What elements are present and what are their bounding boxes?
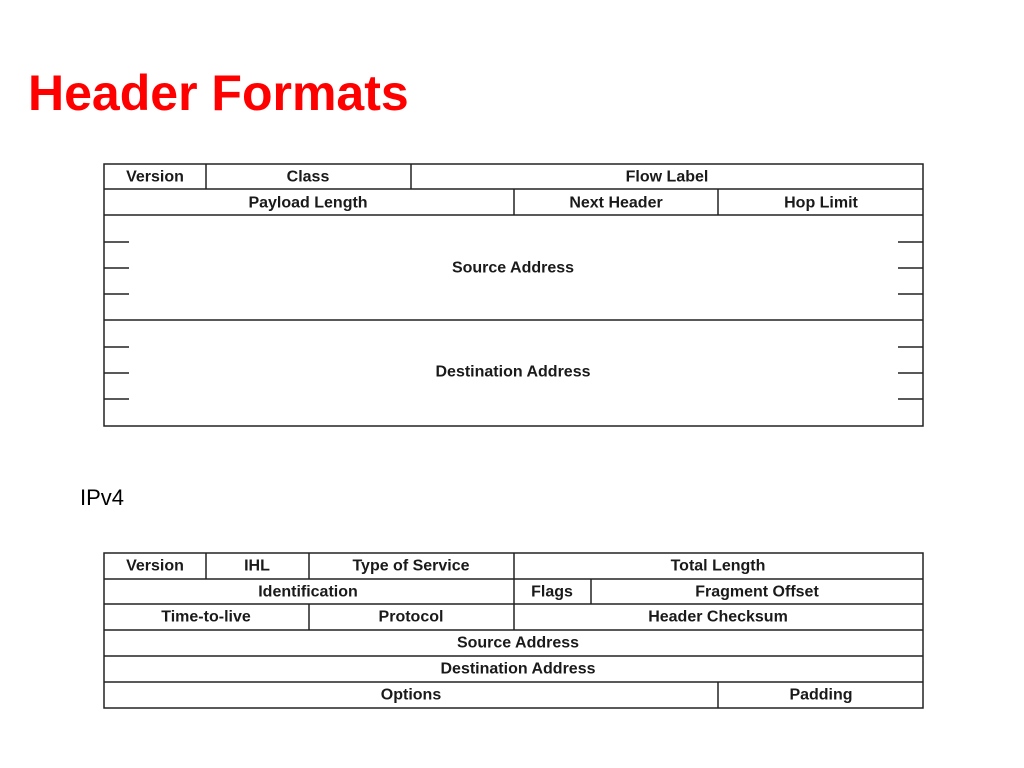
ipv6-hop-limit-field: Hop Limit (784, 194, 858, 212)
ipv4-header-checksum-field: Header Checksum (648, 608, 788, 626)
ipv4-fragment-offset-field: Fragment Offset (695, 583, 819, 601)
ipv4-options-field: Options (380, 686, 442, 704)
page-title: Header Formats (28, 65, 409, 121)
ipv4-header-diagram (103, 552, 924, 709)
ipv4-label: IPv4 (80, 485, 125, 510)
ipv6-version-field: Version (126, 168, 184, 186)
ipv4-identification-field: Identification (258, 583, 358, 601)
ipv6-next-header-field: Next Header (569, 194, 663, 212)
ipv6-payload-length-field: Payload Length (248, 194, 368, 212)
ipv4-type-of-service-field: Type of Service (352, 557, 470, 575)
ipv4-padding-field: Padding (789, 686, 853, 704)
ipv4-source-address-field: Source Address (456, 634, 580, 652)
ipv4-total-length-field: Total Length (670, 557, 766, 575)
ipv6-header-diagram (103, 163, 924, 427)
ipv4-flags-field: Flags (531, 583, 573, 601)
ipv6-class-field: Class (286, 168, 330, 186)
ipv4-destination-address-field: Destination Address (440, 660, 596, 678)
ipv6-flow-label-field: Flow Label (625, 168, 709, 186)
ipv6-destination-address-field: Destination Address (435, 363, 591, 381)
ipv6-source-address-field: Source Address (451, 259, 575, 277)
ipv4-time-to-live-field: Time-to-live (161, 608, 251, 626)
ipv4-protocol-field: Protocol (378, 608, 444, 626)
ipv4-ihl-field: IHL (244, 557, 270, 575)
ipv4-version-field: Version (126, 557, 184, 575)
